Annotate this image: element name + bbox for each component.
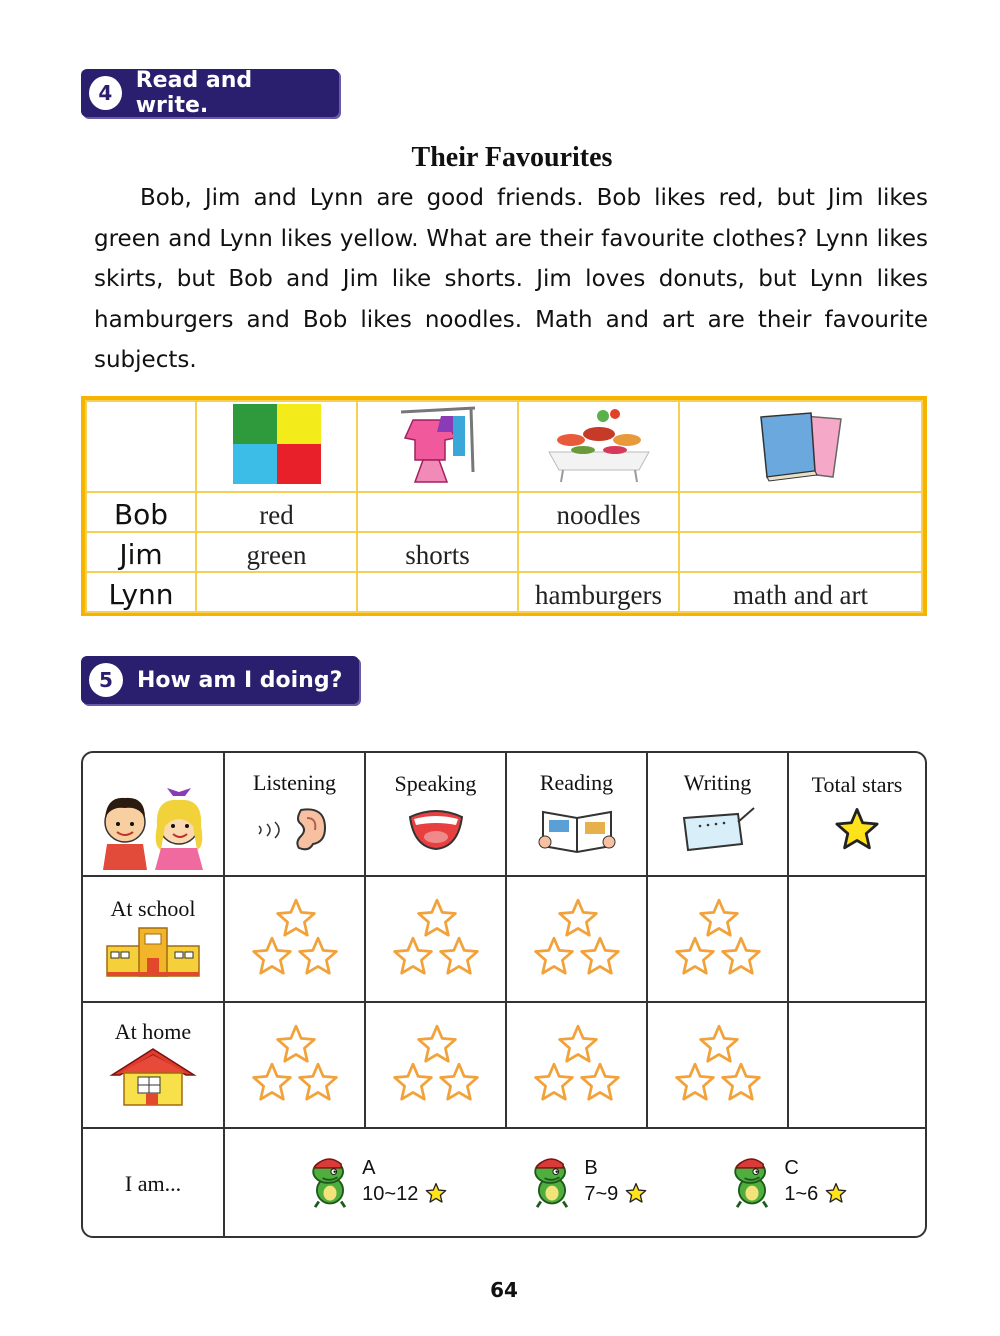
row-at-school bbox=[83, 876, 224, 1002]
row-at-home bbox=[83, 1002, 224, 1128]
table-cell bbox=[679, 532, 922, 572]
star-outline-icon[interactable] bbox=[251, 1061, 293, 1103]
star-cell bbox=[506, 1002, 647, 1128]
table-cell: noodles bbox=[518, 492, 679, 532]
star-cell bbox=[365, 1002, 506, 1128]
star-cell bbox=[224, 1002, 365, 1128]
star-outline-icon[interactable] bbox=[416, 897, 458, 939]
star-outline-icon[interactable] bbox=[275, 1023, 317, 1065]
star-cell bbox=[506, 876, 647, 1002]
section-5-number: 5 bbox=[89, 663, 123, 697]
star-outline-icon[interactable] bbox=[533, 935, 575, 977]
story-paragraph: Bob, Jim and Lynn are good friends. Bob likes red, but Jim likes green and Lynn likes yellow. What are their favourite clothes? Lynn likes skirts, but Bob and Jim like shorts. Jim loves donuts, but Lynn likes hamburgers and Bob likes noodles. Math and art are their favourite subjects. bbox=[94, 185, 928, 373]
star-outline-icon[interactable] bbox=[438, 1061, 480, 1103]
star-outline-icon[interactable] bbox=[720, 935, 762, 977]
header-label: Writing bbox=[683, 769, 752, 795]
star-cell bbox=[647, 1002, 788, 1128]
table-cell bbox=[196, 572, 357, 612]
row-label: At home bbox=[114, 1018, 192, 1044]
table-cell bbox=[357, 492, 518, 532]
section-4-header bbox=[81, 69, 339, 117]
star-cell bbox=[365, 876, 506, 1002]
grade-letter: A bbox=[362, 1157, 376, 1179]
star-outline-icon[interactable] bbox=[674, 1061, 716, 1103]
result-label-cell bbox=[83, 1128, 224, 1238]
star-outline-icon[interactable] bbox=[297, 935, 339, 977]
grade-range: 1~6 bbox=[784, 1183, 819, 1205]
star-outline-icon[interactable] bbox=[392, 935, 434, 977]
star-outline-icon[interactable] bbox=[251, 935, 293, 977]
table-cell bbox=[518, 532, 679, 572]
star-outline-icon[interactable] bbox=[698, 897, 740, 939]
header-label: Total stars bbox=[811, 771, 903, 797]
row-name-jim: Jim bbox=[86, 532, 196, 572]
star-outline-icon[interactable] bbox=[698, 1023, 740, 1065]
row-name-lynn: Lynn bbox=[86, 572, 196, 612]
header-speaking bbox=[365, 753, 506, 876]
grade-a[interactable] bbox=[302, 1153, 448, 1209]
table-cell: green bbox=[196, 532, 357, 572]
table-cell: math and art bbox=[679, 572, 922, 612]
star-outline-icon[interactable] bbox=[416, 1023, 458, 1065]
table-cell: hamburgers bbox=[518, 572, 679, 612]
book-reading-icon bbox=[537, 804, 617, 854]
dinosaur-icon bbox=[302, 1153, 358, 1209]
star-cell bbox=[224, 876, 365, 1002]
books-icon bbox=[679, 401, 922, 492]
ear-icon bbox=[255, 804, 335, 854]
total-stars-cell[interactable] bbox=[788, 876, 925, 1002]
star-outline-icon[interactable] bbox=[579, 935, 621, 977]
writing-pad-icon bbox=[678, 804, 758, 854]
header-reading bbox=[506, 753, 647, 876]
grade-c[interactable] bbox=[724, 1153, 848, 1209]
header-label: Speaking bbox=[394, 770, 477, 796]
grade-range: 7~9 bbox=[584, 1183, 619, 1205]
section-5-header bbox=[81, 656, 359, 704]
grades-cell bbox=[224, 1128, 925, 1238]
mouth-icon bbox=[406, 805, 466, 853]
self-assessment-table bbox=[81, 751, 927, 1238]
section-4-title: Read and write. bbox=[135, 68, 253, 118]
total-stars-cell[interactable] bbox=[788, 1002, 925, 1128]
star-outline-icon[interactable] bbox=[557, 1023, 599, 1065]
section-5-title: How am I doing? bbox=[137, 667, 343, 693]
star-outline-icon[interactable] bbox=[720, 1061, 762, 1103]
star-outline-icon[interactable] bbox=[533, 1061, 575, 1103]
food-table-icon bbox=[518, 401, 679, 492]
star-icon bbox=[824, 1182, 848, 1204]
grade-range: 10~12 bbox=[362, 1183, 419, 1205]
header-label: Reading bbox=[539, 769, 614, 795]
row-name-bob: Bob bbox=[86, 492, 196, 532]
kids-illustration bbox=[83, 753, 224, 876]
color-squares-icon bbox=[196, 401, 357, 492]
clothes-rack-icon bbox=[357, 401, 518, 492]
grade-letter: C bbox=[784, 1157, 799, 1179]
table-cell: shorts bbox=[357, 532, 518, 572]
table-cell bbox=[357, 572, 518, 612]
star-icon bbox=[624, 1182, 648, 1204]
table-corner-cell bbox=[86, 401, 196, 492]
section-4-number: 4 bbox=[89, 76, 122, 110]
star-outline-icon[interactable] bbox=[557, 897, 599, 939]
header-label: Listening bbox=[252, 769, 337, 795]
star-icon bbox=[832, 806, 882, 852]
story-title: Their Favourites bbox=[411, 142, 613, 173]
star-outline-icon[interactable] bbox=[297, 1061, 339, 1103]
table-cell: red bbox=[196, 492, 357, 532]
favourites-table bbox=[81, 396, 927, 616]
result-label: I am... bbox=[124, 1170, 182, 1196]
dinosaur-icon bbox=[724, 1153, 780, 1209]
star-outline-icon[interactable] bbox=[579, 1061, 621, 1103]
star-outline-icon[interactable] bbox=[674, 935, 716, 977]
row-label: At school bbox=[110, 895, 196, 921]
header-writing bbox=[647, 753, 788, 876]
page-number: 64 bbox=[490, 1278, 518, 1302]
table-cell bbox=[679, 492, 922, 532]
house-icon bbox=[108, 1045, 198, 1107]
header-total-stars bbox=[788, 753, 925, 876]
dinosaur-icon bbox=[524, 1153, 580, 1209]
star-outline-icon[interactable] bbox=[392, 1061, 434, 1103]
story-body bbox=[94, 178, 928, 381]
school-icon bbox=[103, 922, 203, 978]
star-outline-icon[interactable] bbox=[275, 897, 317, 939]
grade-letter: B bbox=[584, 1157, 598, 1179]
star-cell bbox=[647, 876, 788, 1002]
grade-b[interactable] bbox=[524, 1153, 648, 1209]
header-listening bbox=[224, 753, 365, 876]
star-outline-icon[interactable] bbox=[438, 935, 480, 977]
star-icon bbox=[424, 1182, 448, 1204]
